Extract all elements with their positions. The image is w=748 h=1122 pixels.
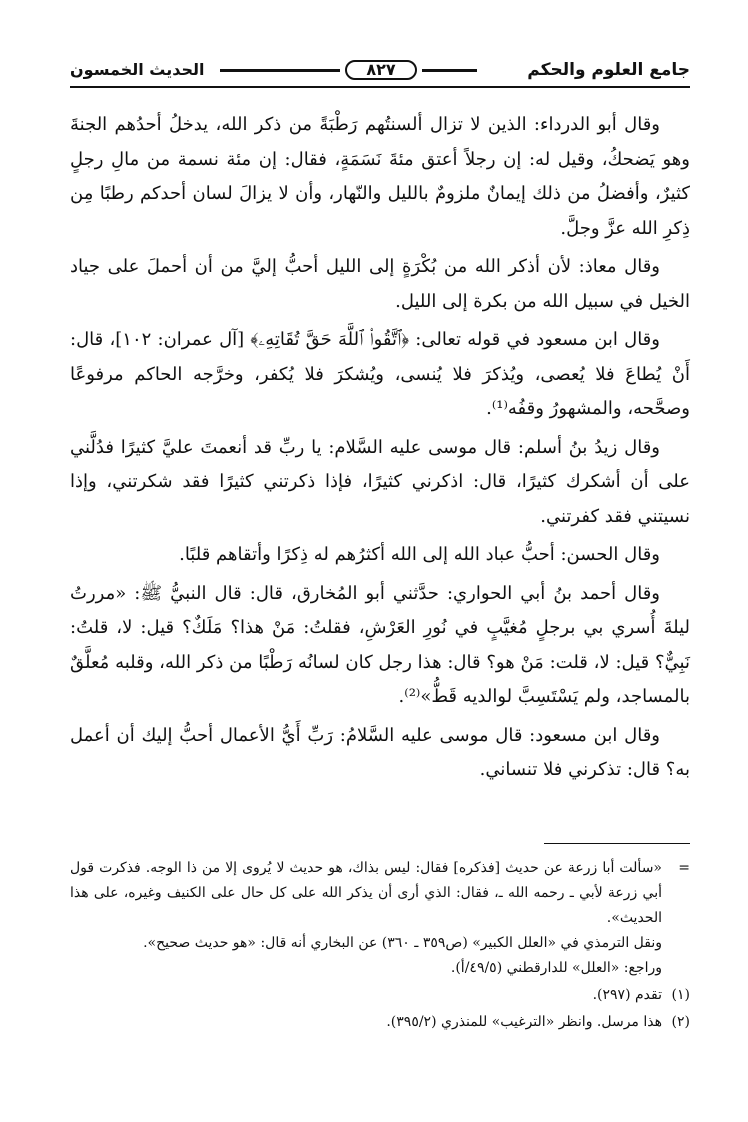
paragraph: وقال ابن مسعود في قوله تعالى: ﴿ٱتَّقُوا۟ ٱللَّهَ حَقَّ تُقَاتِهِۦ﴾ [آل عمران: ١٠٢]، قال: أَنْ يُطاعَ فلا يُعصى، ويُذكرَ فلا يُنسى، ويُشكرَ فلا يُكفر، وخرَّجه الحاكم مرفوعًا وصحَّحه، والمشهورُ وقفُه⁽¹⁾. xyxy=(70,329,690,419)
footnote-number: (٢) xyxy=(671,1014,690,1030)
footnote-text: وراجع: «العلل» للدارقطني (٤٩/٥/أ). xyxy=(450,960,662,976)
header-ornament-line xyxy=(220,69,340,72)
paragraph: وقال الحسن: أحبُّ عباد الله إلى الله أكثرُهم له ذِكرًا وأتقاهم قلبًا. xyxy=(179,544,660,565)
book-title: جامع العلوم والحكم xyxy=(527,60,690,80)
header-ornament-line xyxy=(422,69,477,72)
footnote-item xyxy=(70,983,690,1008)
footnote-separator xyxy=(544,843,690,844)
footnote-text: ونقل الترمذي في «العلل الكبير» (ص٣٥٩ ـ ٣٦٠) عن البخاري أنه قال: «هو حديث صحيح». xyxy=(143,935,662,951)
footnote-continuation xyxy=(70,856,690,931)
footnote-text: تقدم (٢٩٧). xyxy=(592,987,662,1003)
page-number-badge xyxy=(335,58,427,82)
paragraph: وقال معاذ: لأن أذكر الله من بُكْرَةٍ إلى الليل أحبُّ إليَّ من أن أحملَ على جياد الخيل في سبيل الله من بكرة إلى الليل. xyxy=(70,256,690,312)
main-text xyxy=(70,108,690,792)
footnote-number: (١) xyxy=(671,987,690,1003)
footnote-item xyxy=(70,1010,690,1035)
chapter-title: الحديث الخمسون xyxy=(70,60,205,79)
footnotes xyxy=(70,856,690,1035)
paragraph: وقال زيدُ بنُ أسلم: قال موسى عليه السَّلام: يا ربِّ قد أنعمتَ عليَّ كثيرًا فدُلَّني على أن أشكرك كثيرًا، قال: اذكرني كثيرًا، فإذا ذكرتني كثيرًا فقد شكرتني، وإذا نسيتني فقد كفرتني. xyxy=(70,436,690,527)
paragraph: وقال ابن مسعود: قال موسى عليه السَّلامُ: رَبِّ أَيُّ الأعمال أحبُّ إليك أن أعمل به؟ قال: تذكرني فلا تنساني. xyxy=(70,724,690,780)
page-number: ٨٢٧ xyxy=(366,60,396,79)
continuation-mark: = xyxy=(678,860,690,876)
header-rule xyxy=(70,86,690,88)
paragraph: وقال أحمد بنُ أبي الحواري: حدَّثني أبو المُخارق، قال: قال النبيُّ ﷺ: «مررتُ ليلةَ أُسري بي برجلٍ مُغيَّبٍ في نُورِ العَرْشِ، فقلتُ: مَنْ هذا؟ مَلَكٌ؟ قيل: لا، قلتُ: نَبِيٌّ؟ قيل: لا، قلت: مَنْ هو؟ قال: هذا رجل كان لسانُه رَطْبًا من ذكر الله، وقلبه مُعلَّقٌ بالمساجد، ولم يَسْتَسِبَّ لوالديه قَطُّ»⁽²⁾. xyxy=(70,582,690,707)
paragraph: وقال أبو الدرداء: الذين لا تزال ألسنتُهم رَطْبَةً من ذكر الله، يدخلُ أحدُهم الجنةَ وهو يَضحكُ، وقيل له: إن رجلاً أعتق مئةَ نَسَمَةٍ، فقال: إن مئة نسمة من مالِ رجلٍ كثيرٌ، وأفضلُ من ذلك إيمانٌ ملزومٌ بالليل والنّهار، وأن لا يزالَ لسان أحدكم رطبًا مِن ذِكرِ الله عزَّ وجلَّ. xyxy=(70,114,690,239)
running-header xyxy=(70,58,690,88)
footnote-text: «سألت أبا زرعة عن حديث [فذكره] فقال: ليس بذاك، هو حديث لا يُروى إلا من ذا الوجه. فذكرت قول أبي زرعة لأبي ـ رحمه الله ـ، فقال: الذي أرى أن يذكر الله على كل حال على الكنيف وغيره، على هذا الحديث». xyxy=(70,860,662,926)
footnote-text: هذا مرسل. وانظر «الترغيب» للمنذري (٣٩٥/٢). xyxy=(386,1014,662,1030)
